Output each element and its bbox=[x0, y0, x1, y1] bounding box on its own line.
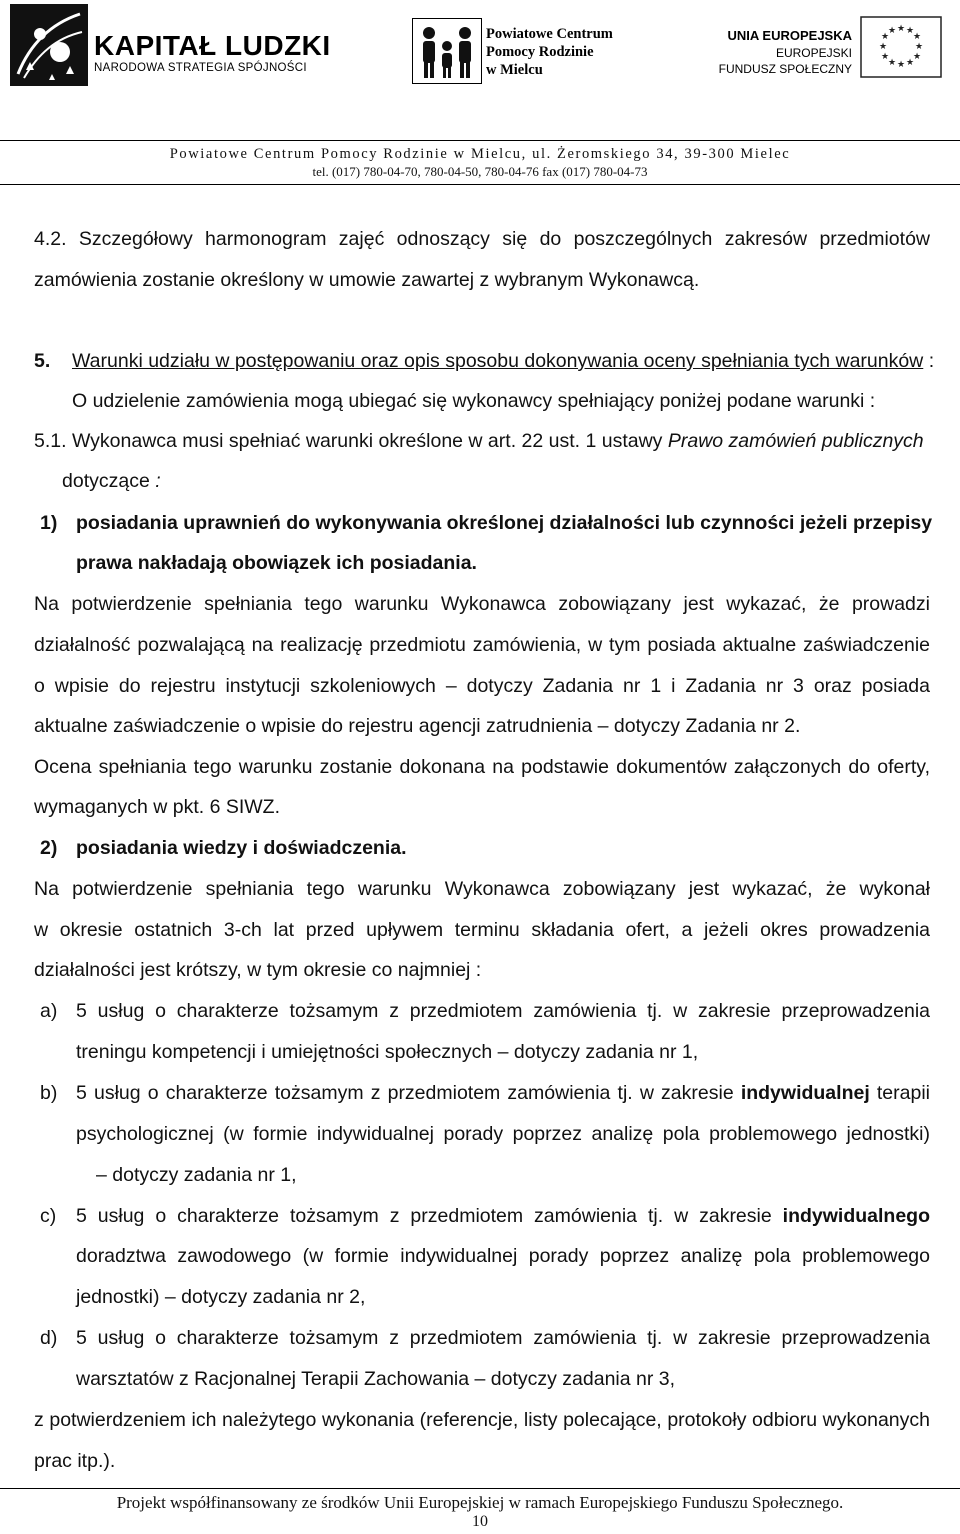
p2-line1: Ocena spełniania tego warunku zostanie dokonana na podstawie dokumentów załączonych do oferty, bbox=[34, 756, 930, 778]
list-item-d-label: d) bbox=[40, 1327, 58, 1349]
law-title: Prawo zamówień publicznych bbox=[667, 430, 924, 452]
svg-text:★: ★ bbox=[896, 24, 906, 34]
section-5-1-colon: : bbox=[149, 470, 161, 492]
eu-flag-icon bbox=[860, 16, 942, 78]
list-item-a-line1: 5 usług o charakterze tożsamym z przedmiotem zamówienia tj. w zakresie przeprowadzenia bbox=[76, 1000, 930, 1022]
kapital-ludzki-subtitle: NARODOWA STRATEGIA SPÓJNOŚCI bbox=[94, 62, 307, 74]
family-icon bbox=[412, 18, 482, 84]
svg-text:★: ★ bbox=[887, 26, 897, 36]
list-item-b-bold: indywidualnej bbox=[740, 1082, 870, 1104]
pcpr-line3: w Mielcu bbox=[486, 62, 543, 78]
p3-line1: Na potwierdzenie spełniania tego warunku Wykonawca zobowiązany jest wykazać, że wykonał bbox=[34, 878, 930, 900]
page-header bbox=[0, 0, 960, 140]
svg-text:★: ★ bbox=[878, 42, 888, 52]
svg-text:★: ★ bbox=[912, 52, 922, 62]
svg-text:★: ★ bbox=[905, 26, 915, 36]
address-line-1: Powiatowe Centrum Pomocy Rodzinie w Mielcu, ul. Żeromskiego 34, 39-300 Mielec bbox=[169, 146, 791, 162]
svg-text:★: ★ bbox=[880, 32, 890, 42]
eu-line2: EUROPEJSKI bbox=[775, 46, 852, 60]
svg-text:★: ★ bbox=[887, 58, 897, 68]
section-5-title: Warunki udziału w postępowaniu oraz opis sposobu dokonywania oceny spełniania tych warunków bbox=[72, 350, 924, 372]
footer-text: Projekt współfinansowany ze środków Unii Europejskiej w ramach Europejskiego Funduszu Społecznego. bbox=[116, 1493, 844, 1512]
svg-text:★: ★ bbox=[914, 42, 924, 52]
list-item-b-line2: psychologicznej (w formie indywidualnej porady poprzez analizę pola problemowego jednostki) bbox=[76, 1123, 930, 1145]
condition-1-line1: posiadania uprawnień do wykonywania określonej działalności lub czynności jeżeli przepisy bbox=[76, 512, 933, 534]
condition-2-text: posiadania wiedzy i doświadczenia. bbox=[76, 837, 407, 859]
condition-1-line2: prawa nakładają obowiązek ich posiadania. bbox=[76, 552, 477, 574]
section-5-number: 5. bbox=[34, 350, 51, 372]
section-5-1-line2 bbox=[62, 470, 958, 493]
section-5-1-concerning: dotyczące bbox=[62, 470, 150, 492]
p3-line2: w okresie ostatnich 3-ch lat przed upływem terminu składania ofert, a jeżeli okres prowadzenia bbox=[34, 919, 930, 941]
p4-line1: z potwierdzeniem ich należytego wykonania (referencje, listy polecające, protokoły odbioru wykonanych bbox=[34, 1409, 930, 1431]
p2-line2: wymaganych w pkt. 6 SIWZ. bbox=[34, 796, 280, 818]
page-number: 10 bbox=[472, 1513, 488, 1530]
list-item-c-line3: jednostki) – dotyczy zadania nr 2, bbox=[76, 1286, 366, 1308]
list-item-c-line2: doradztwa zawodowego (w formie indywidualnej porady poprzez analizę pola problemowego bbox=[76, 1245, 930, 1267]
p1-line1: Na potwierdzenie spełniania tego warunku Wykonawca zobowiązany jest wykazać, że prowadzi bbox=[34, 593, 930, 615]
list-item-d-line1: 5 usług o charakterze tożsamym z przedmiotem zamówienia tj. w zakresie przeprowadzenia bbox=[76, 1327, 930, 1349]
svg-text:★: ★ bbox=[912, 32, 922, 42]
section-5-1-line1 bbox=[34, 430, 930, 453]
section-5-colon: : bbox=[923, 350, 935, 372]
list-item-a-line2: treningu kompetencji i umiejętności społecznych – dotyczy zadania nr 1, bbox=[76, 1041, 699, 1063]
kapital-ludzki-title: KAPITAŁ LUDZKI bbox=[94, 30, 331, 61]
list-item-b-text-end: terapii bbox=[869, 1082, 930, 1104]
footer-rule bbox=[0, 1488, 960, 1489]
list-item-c-line1 bbox=[76, 1205, 930, 1228]
list-item-d-line2: warsztatów z Racjonalnej Terapii Zachowania – dotyczy zadania nr 3, bbox=[76, 1368, 676, 1390]
p1-line4: aktualne zaświadczenie o wpisie do rejestru agencji zatrudnienia – dotyczy Zadania nr 2. bbox=[34, 715, 801, 737]
section-5-1-text: 5.1. Wykonawca musi spełniać warunki określone w art. 22 ust. 1 ustawy bbox=[34, 430, 668, 452]
p4-line2: prac itp.). bbox=[34, 1450, 116, 1472]
list-item-c-text: 5 usług o charakterze tożsamym z przedmiotem zamówienia tj. w zakresie bbox=[76, 1205, 783, 1227]
eu-line3: FUNDUSZ SPOŁECZNY bbox=[718, 62, 852, 76]
list-item-c-bold: indywidualnego bbox=[782, 1205, 930, 1227]
svg-text:★: ★ bbox=[896, 60, 906, 70]
p1-line3: o wpisie do rejestru instytucji szkoleniowych – dotyczy Zadania nr 1 i Zadania nr 3 oraz posiada bbox=[34, 675, 930, 697]
header-rule bbox=[0, 140, 960, 141]
list-item-b-text: 5 usług o charakterze tożsamym z przedmiotem zamówienia tj. w zakresie bbox=[76, 1082, 741, 1104]
kapital-ludzki-emblem-icon bbox=[10, 4, 88, 86]
list-item-a-label: a) bbox=[40, 1000, 58, 1022]
condition-1-number: 1) bbox=[40, 512, 58, 534]
list-item-b-line1 bbox=[76, 1082, 930, 1105]
list-item-b-line3: – dotyczy zadania nr 1, bbox=[96, 1164, 297, 1186]
svg-text:★: ★ bbox=[905, 58, 915, 68]
pcpr-line2: Pomocy Rodzinie bbox=[486, 44, 594, 60]
header-rule-bottom bbox=[0, 184, 960, 185]
section-5-intro: O udzielenie zamówienia mogą ubiegać się wykonawcy spełniający poniżej podane warunki : bbox=[72, 390, 876, 412]
eu-line1: UNIA EUROPEJSKA bbox=[727, 28, 852, 43]
pcpr-line1: Powiatowe Centrum bbox=[486, 26, 613, 42]
condition-2-number: 2) bbox=[40, 837, 58, 859]
section-5-title-wrap bbox=[72, 350, 934, 373]
list-item-c-label: c) bbox=[40, 1205, 57, 1227]
list-item-b-label: b) bbox=[40, 1082, 58, 1104]
p1-line2: działalność pozwalającą na realizację przedmiotu zamówienia, w tym posiada aktualne zaświadczenie bbox=[34, 634, 930, 656]
p3-line3: działalności jest krótszy, w tym okresie co najmniej : bbox=[34, 959, 482, 981]
section-4-2-line1: 4.2. Szczegółowy harmonogram zajęć odnoszący się do poszczególnych zakresów przedmiotów bbox=[34, 228, 930, 250]
section-5-heading bbox=[34, 350, 935, 373]
section-4-2-line2: zamówienia zostanie określony w umowie zawartej z wybranym Wykonawcą. bbox=[34, 269, 700, 291]
svg-text:★: ★ bbox=[880, 52, 890, 62]
address-line-2: tel. (017) 780-04-70, 780-04-50, 780-04-76 fax (017) 780-04-73 bbox=[312, 164, 648, 179]
